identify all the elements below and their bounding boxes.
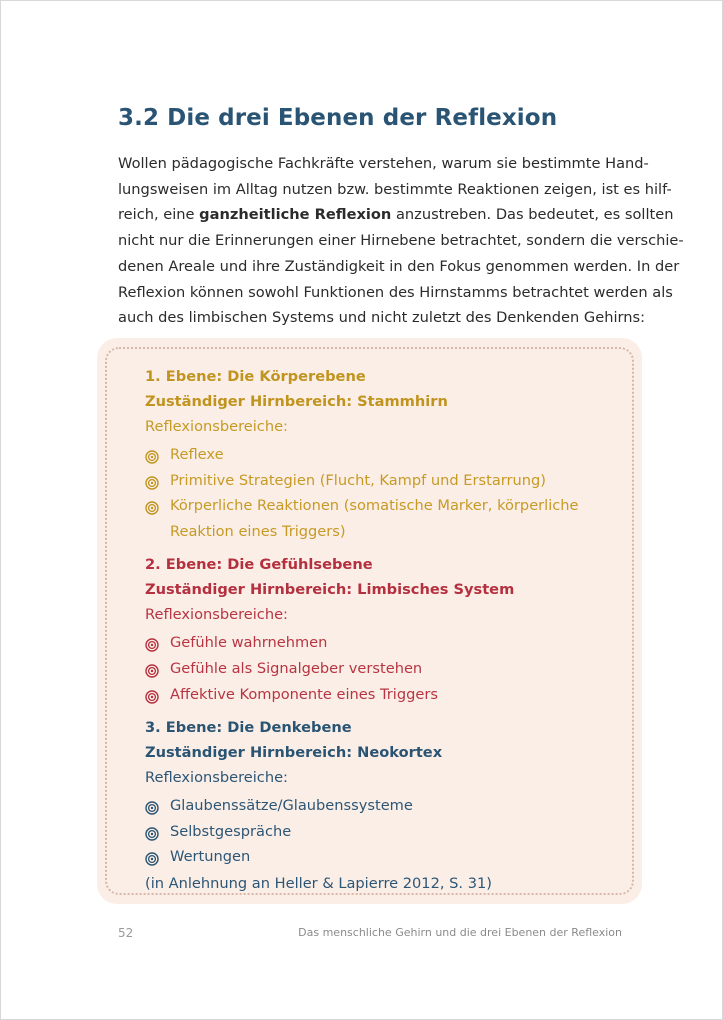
level-1-brain-area: Zuständiger Hirnbereich: Stammhirn [145,393,448,410]
paragraph-line: lungsweisen im Alltag nutzen bzw. bestimmte Reaktionen zeigen, ist es hilf- [118,180,672,198]
spiral-bullet-icon [145,798,159,812]
level-2-brain-area: Zuständiger Hirnbereich: Limbisches System [145,581,515,599]
level-2-section [145,552,632,707]
level-3-section [145,715,632,896]
list-item: Reflexe [145,442,632,468]
page-number: 52 [118,926,134,940]
paragraph-line: Reflexion können sowohl Funktionen des Hirnstamms betrachtet werden als [118,283,673,301]
level-1-list [145,442,632,544]
level-3-list [145,793,632,870]
list-item: Körperliche Reaktionen (somatische Marker, körperliche Reaktion eines Triggers) [145,493,632,544]
level-1-title: 1. Ebene: Die Körperebene [145,368,366,385]
source-citation: (in Anlehnung an Heller & Lapierre 2012, S. 31) [145,874,492,892]
spiral-bullet-icon [145,661,159,675]
spiral-bullet-icon [145,849,159,863]
paragraph-line: auch des limbischen Systems und nicht zuletzt des Denkenden Gehirns: [118,309,646,327]
section-heading: 3.2 Die drei Ebenen der Reflexion [118,105,558,131]
level-2-title: 2. Ebene: Die Gefühlsebene [145,556,373,574]
paragraph-line: nicht nur die Erinnerungen einer Hirnebene betrachtet, sondern die verschie- [118,232,684,250]
reflection-levels-box [97,338,642,904]
list-item: Wertungen [145,844,632,870]
spiral-bullet-icon [145,824,159,838]
spiral-bullet-icon [145,687,159,701]
level-1-subheading: Reflexionsbereiche: [145,418,288,435]
list-item: Gefühle wahrnehmen [145,630,632,656]
list-item: Gefühle als Signalgeber verstehen [145,656,632,682]
paragraph-line: Wollen pädagogische Fachkräfte verstehen, warum sie bestimmte Hand- [118,155,649,172]
spiral-bullet-icon [145,635,159,649]
spiral-bullet-icon [145,498,159,512]
list-item: Selbstgespräche [145,819,632,845]
running-title: Das menschliche Gehirn und die drei Ebenen der Reflexion [298,926,622,939]
paragraph-line: reich, eine ganzheitliche Reflexion anzustreben. Das bedeutet, es sollten [118,206,674,224]
level-1-section [145,364,632,544]
level-3-brain-area: Zuständiger Hirnbereich: Neokortex [145,744,443,762]
level-3-title: 3. Ebene: Die Denkebene [145,719,352,737]
level-2-list [145,630,632,707]
level-3-subheading: Reflexionsbereiche: [145,769,288,787]
list-item: Affektive Komponente eines Triggers [145,682,632,708]
intro-paragraph [118,151,684,331]
list-item: Primitive Strategien (Flucht, Kampf und Erstarrung) [145,468,632,494]
spiral-bullet-icon [145,447,159,461]
level-2-subheading: Reflexionsbereiche: [145,606,288,624]
emphasis-text: ganzheitliche Reflexion [199,206,392,224]
list-item: Glaubenssätze/Glaubenssysteme [145,793,632,819]
levels-content [145,364,632,896]
paragraph-line: denen Areale und ihre Zuständigkeit in den Fokus genommen werden. In der [118,257,680,275]
spiral-bullet-icon [145,473,159,487]
